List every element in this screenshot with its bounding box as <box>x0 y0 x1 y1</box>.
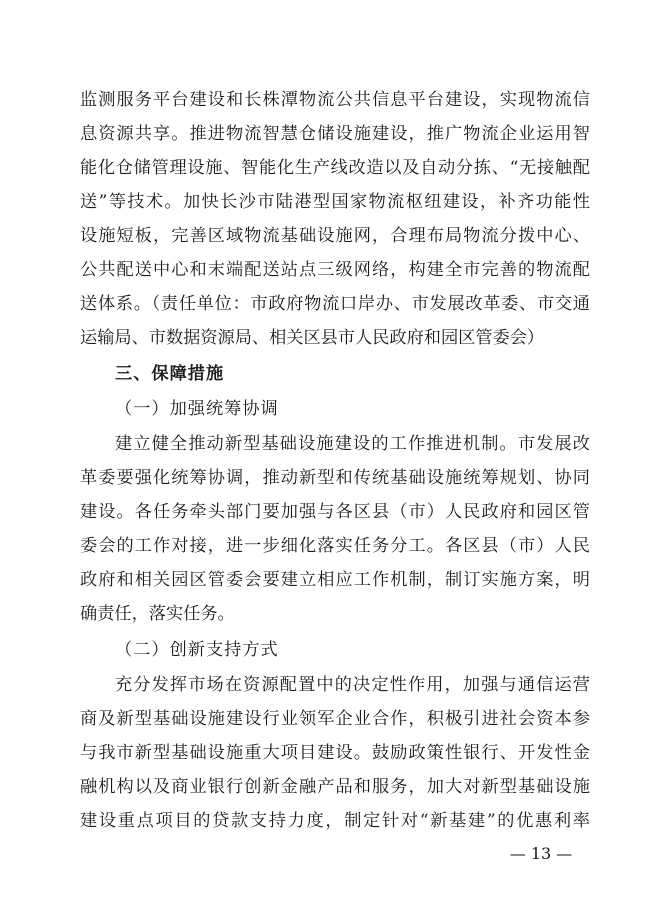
page-number: — 13 — <box>509 844 573 863</box>
text-line: 送体系。（责任单位：市政府物流口岸办、市发展改革委、市交通 <box>80 294 590 314</box>
text-line: 确责任，落实任务。 <box>80 604 235 624</box>
text-line: 建设重点项目的贷款支持力度，制定针对“新基建”的优惠利率 <box>80 811 590 831</box>
text-line: 与我市新型基础设施重大项目建设。鼓励政策性银行、开发性金 <box>80 743 590 763</box>
text-line: 监测服务平台建设和长株潭物流公共信息平台建设，实现物流信 <box>80 90 590 110</box>
text-line: 能化仓储管理设施、智能化生产线改造以及自动分拣、“无接触配 <box>80 158 590 178</box>
text-line: 政府和相关园区管委会要建立相应工作机制，制订实施方案，明 <box>80 570 590 590</box>
text-line: 融机构以及商业银行创新金融产品和服务，加大对新型基础设施 <box>80 777 590 797</box>
text-line: 建立健全推动新型基础设施建设的工作推进机制。市发展改 <box>115 434 590 454</box>
text-line: 建设。各任务牵头部门要加强与各区县（市）人民政府和园区管 <box>80 502 590 522</box>
text-line: 运输局、市数据资源局、相关区县市人民政府和园区管委会） <box>80 328 545 348</box>
subsection-heading: （二）创新支持方式 <box>115 640 279 660</box>
text-line: 充分发挥市场在资源配置中的决定性作用，加强与通信运营 <box>115 675 590 695</box>
section-heading: 三、保障措施 <box>115 364 225 384</box>
text-line: 革委要强化统筹协调，推动新型和传统基础设施统筹规划、协同 <box>80 468 590 488</box>
text-line: 商及新型基础设施建设行业领军企业合作，积极引进社会资本参 <box>80 709 590 729</box>
text-line: 设施短板，完善区域物流基础设施网，合理布局物流分拨中心、 <box>80 226 590 246</box>
text-line: 息资源共享。推进物流智慧仓储设施建设，推广物流企业运用智 <box>80 124 590 144</box>
text-line: 送”等技术。加快长沙市陆港型国家物流枢纽建设，补齐功能性 <box>80 192 590 212</box>
text-line: 公共配送中心和末端配送站点三级网络，构建全市完善的物流配 <box>80 260 590 280</box>
text-line: 委会的工作对接，进一步细化落实任务分工。各区县（市）人民 <box>80 536 590 556</box>
subsection-heading: （一）加强统筹协调 <box>115 399 279 419</box>
